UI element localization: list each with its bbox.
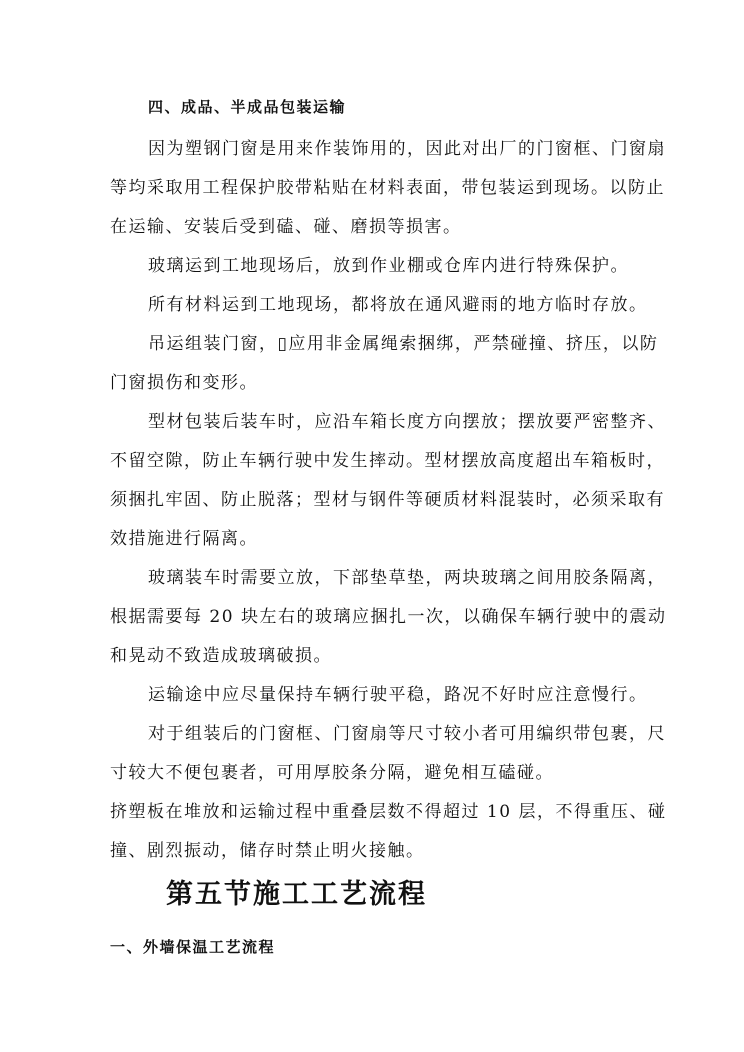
section-title: 第五节施工工艺流程 <box>166 879 427 910</box>
paragraph-8-line-1: 对于组装后的门窗框、门窗扇等尺寸较小者可用编织带包裹，尺 <box>148 724 666 744</box>
paragraph-1-line-1: 因为塑钢门窗是用来作装饰用的，因此对出厂的门窗框、门窗扇 <box>148 139 666 159</box>
paragraph-5-line-1: 型材包装后装车时，应沿车箱长度方向摆放；摆放要严密整齐、 <box>148 412 666 432</box>
paragraph-6-line-1: 玻璃装车时需要立放，下部垫草垫，两块玻璃之间用胶条隔离， <box>148 568 666 588</box>
paragraph-6-line-3: 和晃动不致造成玻璃破损。 <box>110 646 332 666</box>
paragraph-5-line-4: 效措施进行隔离。 <box>110 529 258 549</box>
paragraph-3: 所有材料运到工地现场，都将放在通风避雨的地方临时存放。 <box>148 295 648 315</box>
paragraph-1-line-2: 等均采取用工程保护胶带粘贴在材料表面，带包装运到现场。以防止 <box>110 178 665 198</box>
paragraph-9-line-1: 挤塑板在堆放和运输过程中重叠层数不得超过 10 层，不得重压、碰 <box>110 802 667 822</box>
section-heading: 四、成品、半成品包装运输 <box>148 98 347 116</box>
paragraph-1-line-3: 在运输、安装后受到磕、碰、磨损等损害。 <box>110 217 462 237</box>
paragraph-4-line-2: 门窗损伤和变形。 <box>110 373 258 393</box>
paragraph-4-line-1: 吊运组装门窗，▯应用非金属绳索捆绑，严禁碰撞、挤压，以防 <box>148 334 659 354</box>
paragraph-6-line-2: 根据需要每 20 块左右的玻璃应捆扎一次，以确保车辆行驶中的震动 <box>110 607 667 627</box>
paragraph-5-line-2: 不留空隙，防止车辆行驶中发生摔动。型材摆放高度超出车箱板时， <box>110 451 665 471</box>
paragraph-7: 运输途中应尽量保持车辆行驶平稳，路况不好时应注意慢行。 <box>148 685 648 705</box>
paragraph-9-line-2: 撞、剧烈振动，储存时禁止明火接触。 <box>110 841 425 861</box>
subheading: 一、外墙保温工艺流程 <box>110 938 276 956</box>
paragraph-8-line-2: 寸较大不便包裹者，可用厚胶条分隔，避免相互磕碰。 <box>110 763 554 783</box>
paragraph-2: 玻璃运到工地现场后，放到作业棚或仓库内进行特殊保护。 <box>148 256 629 276</box>
paragraph-5-line-3: 须捆扎牢固、防止脱落；型材与钢件等硬质材料混装时，必须采取有 <box>110 490 665 510</box>
